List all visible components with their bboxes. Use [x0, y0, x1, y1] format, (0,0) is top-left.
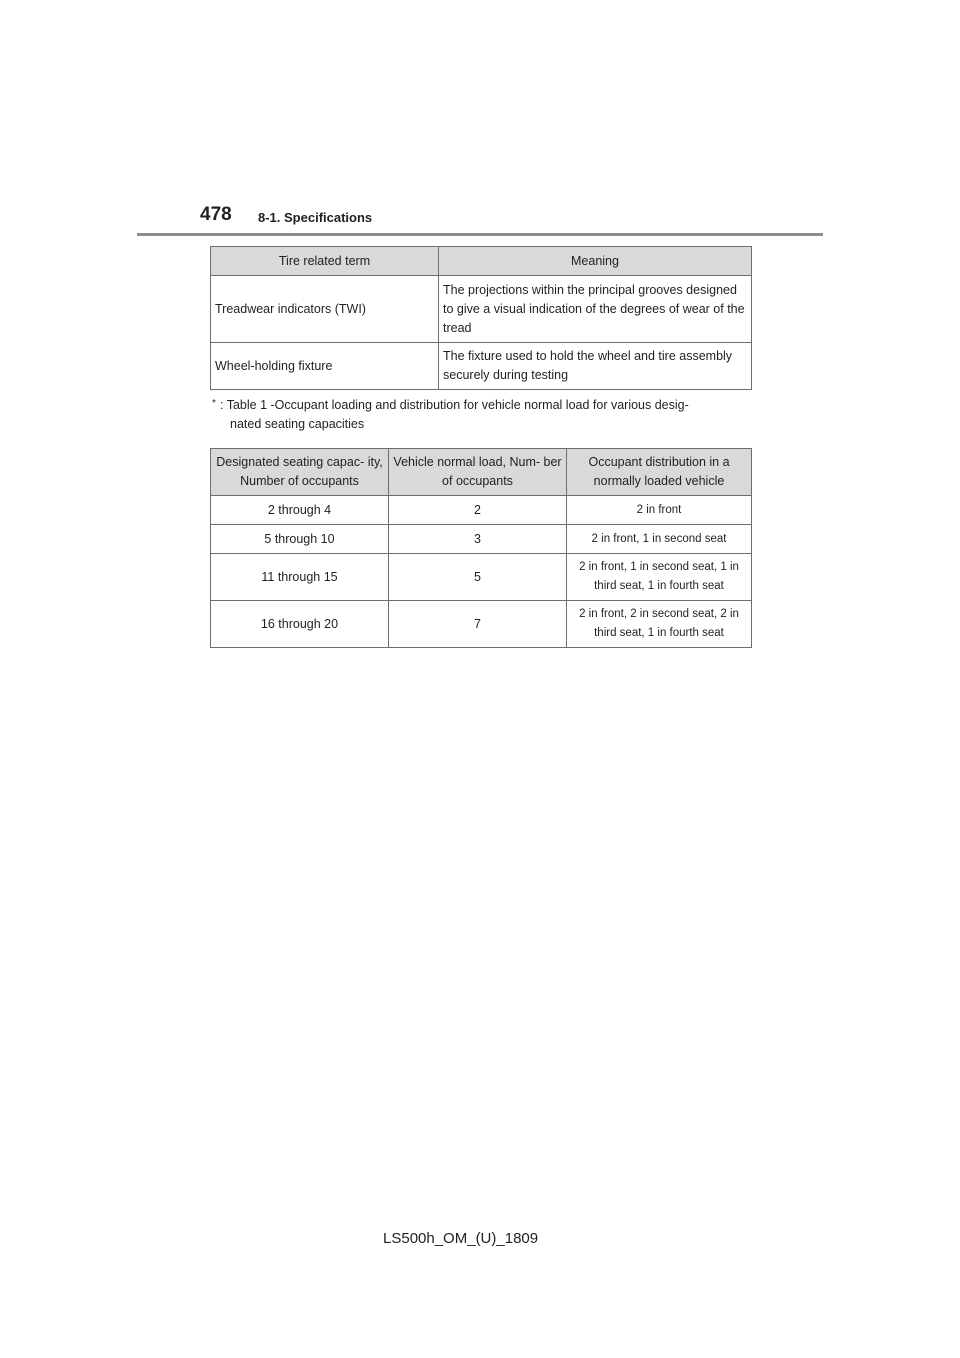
meaning-cell: The projections within the principal grooves designed to give a visual indication of the degrees of wear of the tread: [439, 276, 752, 343]
distribution-cell: 2 in front, 1 in second seat: [567, 525, 752, 554]
seating-capacity-cell: 5 through 10: [211, 525, 389, 554]
table-row: [211, 276, 752, 343]
header-divider: [137, 233, 823, 236]
distribution-cell: 2 in front, 1 in second seat, 1 in third seat, 1 in fourth seat: [567, 554, 752, 601]
seating-capacity-cell: 2 through 4: [211, 496, 389, 525]
document-code: LS500h_OM_(U)_1809: [383, 1230, 539, 1247]
occupant-loading-table: [210, 448, 752, 648]
distribution-cell: 2 in front: [567, 496, 752, 525]
table-row: [211, 343, 752, 390]
meaning-cell: The fixture used to hold the wheel and tire assembly securely during testing: [439, 343, 752, 390]
column-header-term: Tire related term: [211, 247, 439, 276]
normal-load-cell: 2: [389, 496, 567, 525]
page-number: 478: [200, 204, 232, 225]
table-header-row: [211, 247, 752, 276]
term-cell: Wheel-holding fixture: [211, 343, 439, 390]
normal-load-cell: 3: [389, 525, 567, 554]
column-header-meaning: Meaning: [439, 247, 752, 276]
table-row: [211, 496, 752, 525]
column-header-distribution: Occupant distribution in a normally loaded vehicle: [567, 449, 752, 496]
table-row: [211, 525, 752, 554]
tire-terms-table: [210, 246, 752, 390]
column-header-seating-capacity: Designated seating capac- ity, Number of occupants: [211, 449, 389, 496]
distribution-cell: 2 in front, 2 in second seat, 2 in third seat, 1 in fourth seat: [567, 601, 752, 648]
term-cell: Treadwear indicators (TWI): [211, 276, 439, 343]
table-header-row: [211, 449, 752, 496]
table-row: [211, 601, 752, 648]
footnote-text-line1: : Table 1 -Occupant loading and distribution for vehicle normal load for various desig-: [220, 398, 689, 412]
normal-load-cell: 5: [389, 554, 567, 601]
section-title: 8-1. Specifications: [258, 210, 373, 225]
column-header-normal-load: Vehicle normal load, Num- ber of occupants: [389, 449, 567, 496]
table-row: [211, 554, 752, 601]
normal-load-cell: 7: [389, 601, 567, 648]
footnote-mark: *: [212, 398, 216, 409]
seating-capacity-cell: 11 through 15: [211, 554, 389, 601]
seating-capacity-cell: 16 through 20: [211, 601, 389, 648]
footnote-text-line2: nated seating capacities: [230, 417, 365, 431]
